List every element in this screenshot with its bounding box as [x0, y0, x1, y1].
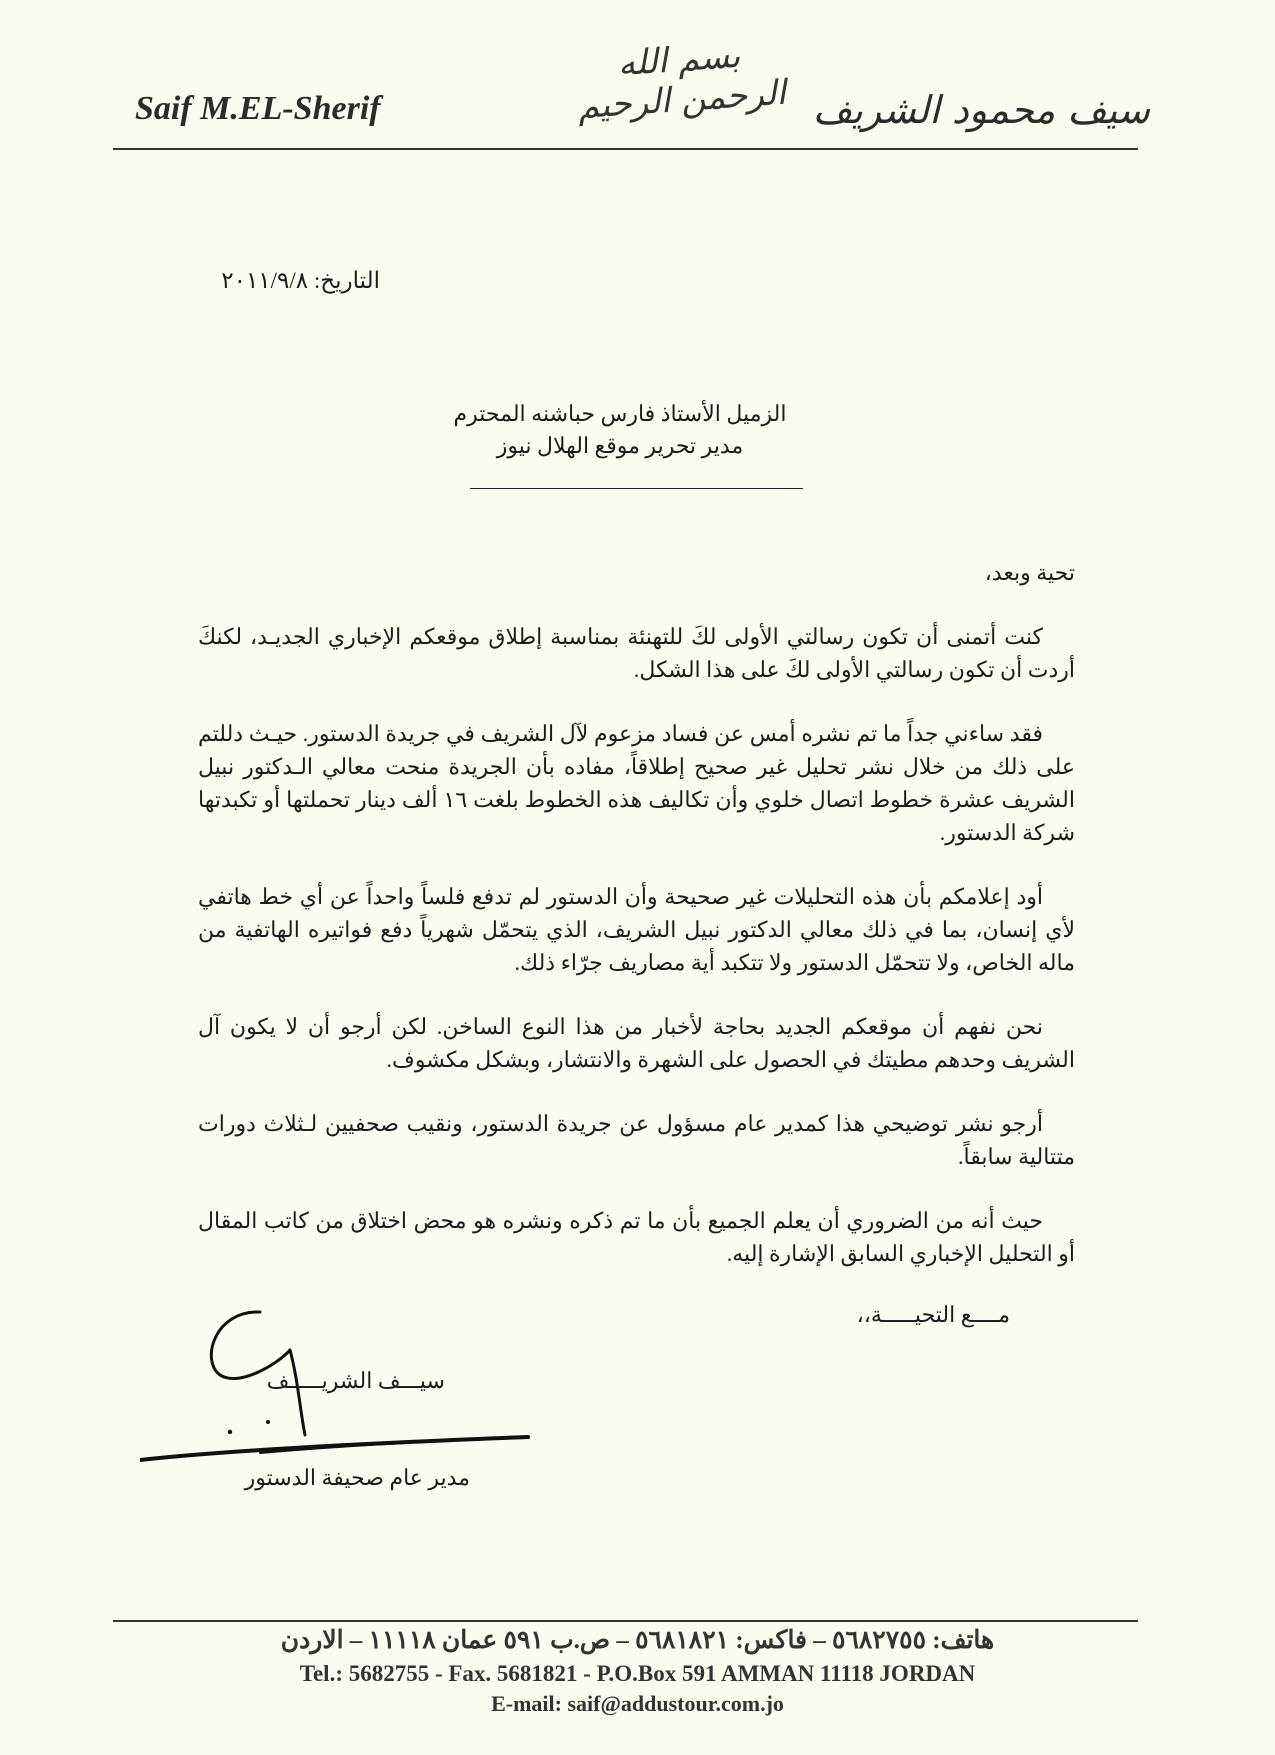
footer-divider	[113, 1620, 1138, 1622]
body-paragraph: أود إعلامكم بأن هذه التحليلات غير صحيحة وأن الدستور لم تدفع فلساً واحداً عن أي خط هاتفي لأي إنسان، بما في ذلك معالي الدكتور نبيل الشريف، الذي يتحمّل شهرياً دفع فواتيره الهاتفية من ماله الخاص، ولا تتحمّل الدستور ولا تتكبد أية مصاريف جرّاء ذلك.	[198, 884, 1075, 975]
letter-body	[198, 620, 1075, 1301]
recipient-position: مدير تحرير موقع الهلال نيوز	[496, 433, 744, 458]
body-paragraph: نحن نفهم أن موقعكم الجديد بحاجة لأخبار من هذا النوع الساخن. لكن أرجو أن لا يكون آل الشريف وحدهم مطيتك في الحصول على الشهرة والانتشار، وبشكل مكشوف.	[198, 1014, 1075, 1072]
letterhead-name-english: Saif M.EL-Sherif	[135, 90, 381, 127]
body-paragraph: حيث أنه من الضروري أن يعلم الجميع بأن ما تم ذكره ونشره هو محض اختلاق من كاتب المقال أو التحليل الإخباري السابق الإشارة إليه.	[198, 1208, 1075, 1266]
footer-contact-arabic: هاتف: ٥٦٨٢٧٥٥ – فاكس: ٥٦٨١٨٢١ – ص.ب ٥٩١ عمان ١١١١٨ – الاردن	[280, 1627, 995, 1654]
recipient-underline	[470, 488, 803, 489]
recipient-name: الزميل الأستاذ فارس حباشنه المحترم	[453, 401, 787, 426]
letter-date: التاريخ: ٢٠١١/٩/٨	[221, 268, 380, 293]
salutation: تحية وبعد،	[984, 560, 1075, 585]
body-paragraph: فقد ساءني جداً ما تم نشره أمس عن فساد مزعوم لآل الشريف في جريدة الدستور. حيـث دللتم على ذلك من خلال نشر تحليل غير صحيح إطلاقاً، مفاده بأن الجريدة منحت معالي الـدكتور نبيل الشريف عشرة خطوط اتصال خلوي وأن تكاليف هذه الخطوط بلغت ١٦ ألف دينار تحملتها أو تكبدتها شركة الدستور.	[198, 721, 1076, 845]
header-divider	[113, 148, 1138, 150]
body-paragraph: أرجو نشر توضيحي هذا كمدير عام مسؤول عن جريدة الدستور، ونقيب صحفيين لـثلاث دورات متتالية سابقاً.	[198, 1111, 1075, 1169]
letterhead-name-arabic: سيف محمود الشريف	[812, 88, 1150, 132]
basmala-calligraphy: بسم الله الرحمن الرحيم	[576, 35, 788, 128]
letterhead-footer	[200, 1624, 1075, 1719]
recipient-block	[440, 398, 800, 462]
footer-contact-english: Tel.: 5682755 - Fax. 5681821 - P.O.Box 591 AMMAN 11118 JORDAN	[299, 1661, 976, 1686]
body-paragraph: كنت أتمنى أن تكون رسالتي الأولى لكَ للتهنئة بمناسبة إطلاق موقعكم الإخباري الجديـد، لكنكَ أردت أن تكون رسالتي الأولى لكَ على هذا الشكل.	[198, 624, 1075, 682]
signer-title: مدير عام صحيفة الدستور	[244, 1465, 470, 1490]
footer-email: E-mail: saif@addustour.com.jo	[491, 1691, 784, 1716]
closing-line: مــــع التحيـــــة،،	[856, 1302, 1010, 1327]
signer-name: سيـــف الشريـــــف	[266, 1368, 445, 1393]
